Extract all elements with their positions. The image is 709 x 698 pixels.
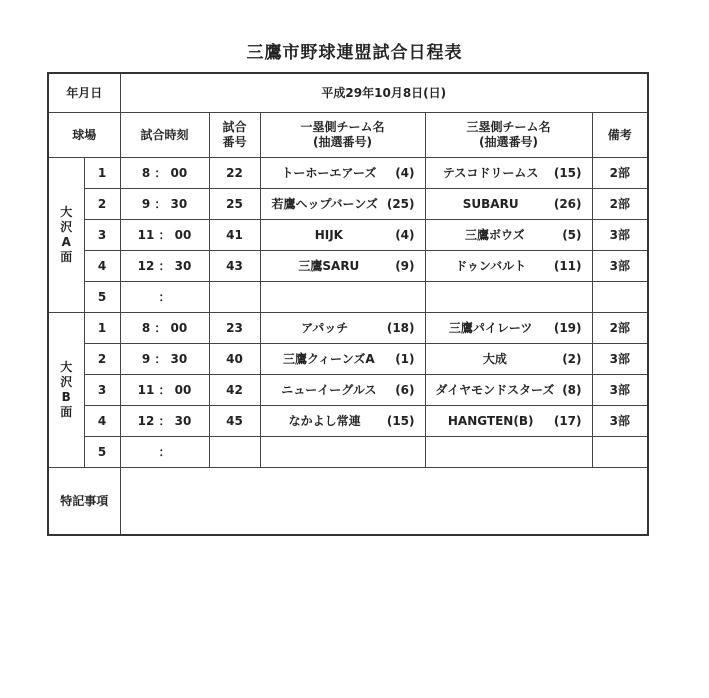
- slot-number: 2: [84, 344, 120, 375]
- first-base-team-name: なかよし常連: [288, 413, 361, 428]
- table-row: [48, 189, 648, 220]
- third-base-draw-number: (26): [553, 196, 582, 211]
- third-base-draw-number: (17): [553, 413, 582, 428]
- remark: 3部: [592, 220, 648, 251]
- first-base-team: [261, 414, 425, 429]
- slot-number: 2: [84, 189, 120, 220]
- game-number: [209, 282, 260, 313]
- third-base-team-name: 大成: [482, 351, 507, 366]
- game-time: 8 ： 00: [120, 313, 209, 344]
- table-row: [48, 158, 648, 189]
- game-time: ：: [120, 282, 209, 313]
- third-base-team: [426, 414, 592, 429]
- first-base-draw-number: (9): [395, 258, 415, 273]
- first-base-team-cell: [260, 282, 425, 313]
- header-first-base-team: 一塁側チーム名 (抽選番号): [260, 113, 425, 158]
- schedule-table: [47, 72, 649, 536]
- first-base-team: [261, 166, 425, 181]
- first-base-team: [261, 352, 425, 367]
- date-row: [48, 73, 648, 113]
- slot-number: 4: [84, 406, 120, 437]
- first-base-team-cell: [260, 220, 425, 251]
- third-base-team: [426, 352, 592, 367]
- table-row: [48, 282, 648, 313]
- remark: 2部: [592, 189, 648, 220]
- remark: [592, 437, 648, 468]
- first-base-team-cell: [260, 437, 425, 468]
- header-time: 試合時刻: [120, 113, 209, 158]
- game-number: [209, 437, 260, 468]
- third-base-team-cell: [425, 375, 592, 406]
- third-base-team-cell: [425, 437, 592, 468]
- game-number: 45: [209, 406, 260, 437]
- first-base-team-cell: [260, 344, 425, 375]
- first-base-draw-number: (15): [386, 413, 415, 428]
- third-base-team: [426, 166, 592, 181]
- table-row: [48, 437, 648, 468]
- first-base-draw-number: (1): [395, 351, 415, 366]
- first-base-team-cell: [260, 158, 425, 189]
- third-base-draw-number: (15): [553, 165, 582, 180]
- slot-number: 3: [84, 375, 120, 406]
- first-base-team-name: ニューイーグルス: [281, 382, 377, 397]
- third-base-team: [426, 321, 592, 336]
- game-time: 12 ： 30: [120, 251, 209, 282]
- first-base-team: [261, 383, 425, 398]
- game-number: 22: [209, 158, 260, 189]
- first-base-draw-number: (4): [395, 165, 415, 180]
- header-game-number: 試合 番号: [209, 113, 260, 158]
- third-base-team-cell: [425, 344, 592, 375]
- game-number: 25: [209, 189, 260, 220]
- first-base-team: [261, 321, 425, 336]
- table-row: [48, 375, 648, 406]
- third-base-draw-number: (5): [562, 227, 582, 242]
- first-base-team-name: HIJK: [314, 227, 343, 242]
- remark: 3部: [592, 344, 648, 375]
- third-base-team-cell: [425, 189, 592, 220]
- table-row: [48, 313, 648, 344]
- third-base-team-name: SUBARU: [462, 196, 519, 211]
- third-base-team-name: 三鷹パイレーツ: [448, 320, 533, 335]
- game-time: 11 ： 00: [120, 375, 209, 406]
- table-row: [48, 344, 648, 375]
- notes-row: [48, 468, 648, 536]
- first-base-draw-number: (18): [386, 320, 415, 335]
- third-base-team-cell: [425, 406, 592, 437]
- first-base-team-name: 三鷹クィーンズA: [282, 351, 375, 366]
- third-base-draw-number: (19): [553, 320, 582, 335]
- game-time: 9 ： 30: [120, 189, 209, 220]
- header-remarks: 備考: [592, 113, 648, 158]
- first-base-team-cell: [260, 375, 425, 406]
- third-base-team-name: HANGTEN(B): [447, 413, 534, 428]
- table-row: [48, 251, 648, 282]
- first-base-team-cell: [260, 251, 425, 282]
- first-base-team-name: 三鷹SARU: [298, 258, 360, 273]
- third-base-team-cell: [425, 282, 592, 313]
- game-number: 23: [209, 313, 260, 344]
- remark: 2部: [592, 158, 648, 189]
- venue-name: 大 沢 B 面: [48, 313, 84, 468]
- first-base-team-name: トーホーエアーズ: [281, 165, 377, 180]
- venue-name: 大 沢 A 面: [48, 158, 84, 313]
- third-base-team: [426, 259, 592, 274]
- game-number: 40: [209, 344, 260, 375]
- game-time: 8 ： 00: [120, 158, 209, 189]
- header-venue: 球場: [48, 113, 120, 158]
- game-time: 11 ： 00: [120, 220, 209, 251]
- header-third-base-team: 三塁側チーム名 (抽選番号): [425, 113, 592, 158]
- slot-number: 5: [84, 282, 120, 313]
- notes-label: 特記事項: [48, 468, 120, 536]
- slot-number: 5: [84, 437, 120, 468]
- slot-number: 4: [84, 251, 120, 282]
- notes-value: [120, 468, 648, 536]
- first-base-draw-number: (4): [395, 227, 415, 242]
- third-base-draw-number: (11): [553, 258, 582, 273]
- game-number: 42: [209, 375, 260, 406]
- third-base-draw-number: (2): [562, 351, 582, 366]
- first-base-team-cell: [260, 313, 425, 344]
- first-base-team: [261, 197, 425, 212]
- game-time: 9 ： 30: [120, 344, 209, 375]
- third-base-team-cell: [425, 220, 592, 251]
- first-base-team-cell: [260, 406, 425, 437]
- game-number: 41: [209, 220, 260, 251]
- third-base-team-name: テスコドリームス: [442, 165, 539, 180]
- slot-number: 3: [84, 220, 120, 251]
- remark: 3部: [592, 251, 648, 282]
- table-row: [48, 220, 648, 251]
- remark: [592, 282, 648, 313]
- third-base-team: [426, 197, 592, 212]
- third-base-team: [426, 383, 592, 398]
- remark: 2部: [592, 313, 648, 344]
- first-base-team: [261, 228, 425, 243]
- third-base-team-cell: [425, 158, 592, 189]
- first-base-team: [261, 259, 425, 274]
- third-base-team-name: 三鷹ボウズ: [465, 227, 525, 242]
- header-row: [48, 113, 648, 158]
- first-base-team-name: アパッチ: [301, 320, 349, 335]
- remark: 3部: [592, 406, 648, 437]
- table-row: [48, 406, 648, 437]
- date-value: 平成29年10月8日(日): [120, 73, 648, 113]
- game-time: ：: [120, 437, 209, 468]
- third-base-team-name: ダイヤモンドスターズ: [435, 382, 555, 397]
- first-base-team-name: 若鷹ヘップバーンズ: [271, 196, 378, 211]
- document-title: 三鷹市野球連盟試合日程表: [246, 43, 463, 63]
- third-base-team-cell: [425, 313, 592, 344]
- game-number: 43: [209, 251, 260, 282]
- first-base-team-cell: [260, 189, 425, 220]
- first-base-draw-number: (25): [386, 196, 415, 211]
- first-base-draw-number: (6): [395, 382, 415, 397]
- third-base-team-cell: [425, 251, 592, 282]
- date-label: 年月日: [48, 73, 120, 113]
- third-base-team: [426, 228, 592, 243]
- third-base-draw-number: (8): [562, 382, 582, 397]
- game-time: 12 ： 30: [120, 406, 209, 437]
- third-base-team-name: ドゥンバルト: [455, 258, 527, 273]
- slot-number: 1: [84, 313, 120, 344]
- slot-number: 1: [84, 158, 120, 189]
- remark: 3部: [592, 375, 648, 406]
